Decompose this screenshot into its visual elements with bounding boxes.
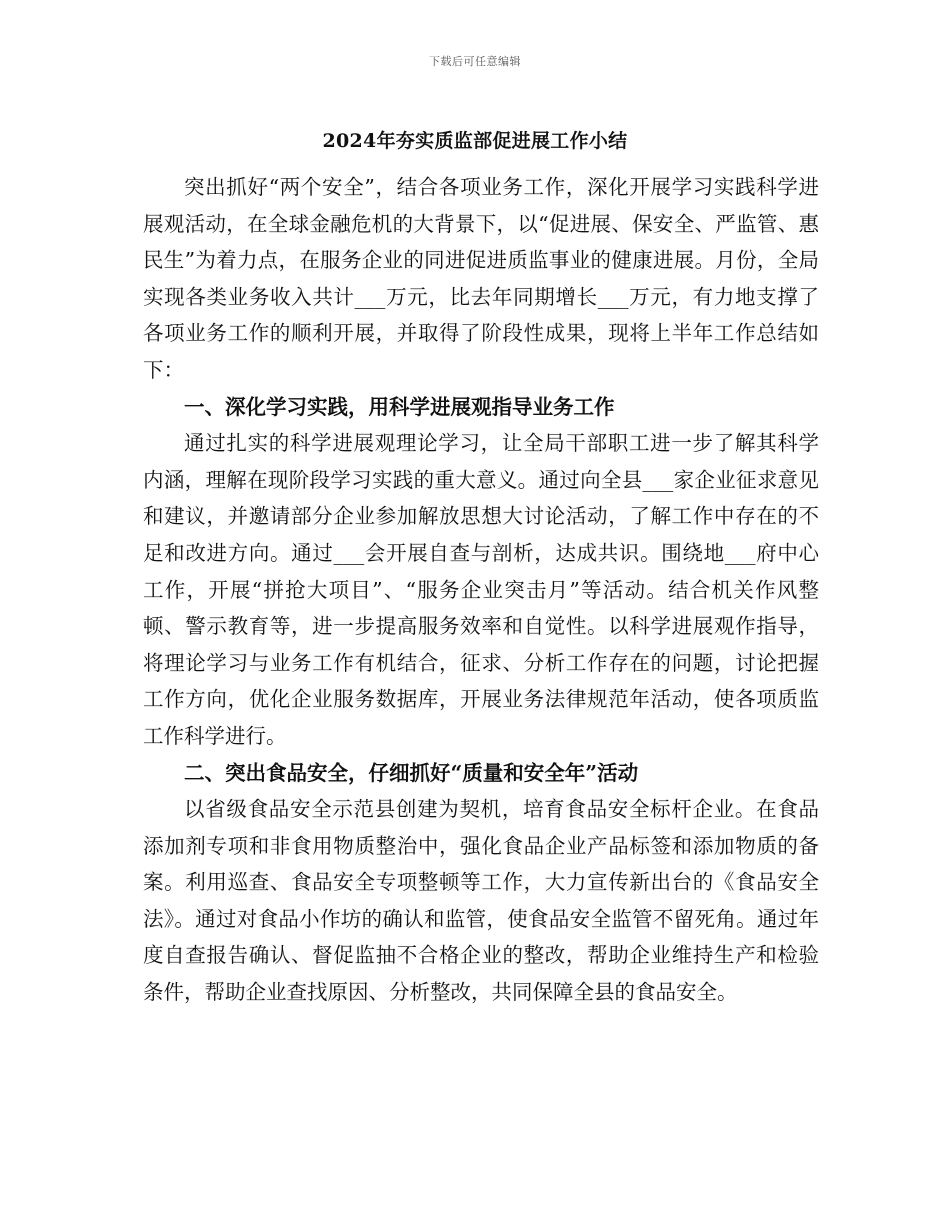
paragraph-intro: 突出抓好“两个安全”，结合各项业务工作，深化开展学习实践科学进展观活动，在全球金融危机的大背景下，以“促进展、保安全、严监管、惠民生”为着力点，在服务企业的同进促进质监事业的健康进展。月份，全局实现各类业务收入共计___万元，比去年同期增长___万元，有力地支撑了各项业务工作的顺利开展，并取得了阶段性成果，现将上半年工作总结如下： (143, 175, 819, 382)
header-note: 下载后可任意编辑 (429, 55, 521, 68)
paragraph-section-2: 以省级食品安全示范县创建为契机，培育食品安全标杆企业。在食品添加剂专项和非食用物质整治中，强化食品企业产品标签和添加物质的备案。利用巡查、食品安全专项整顿等工作，大力宣传新出台的《食品安全法》。通过对食品小作坊的确认和监管，使食品安全监管不留死角。通过年度自查报告确认、督促监抽不合格企业的整改，帮助企业维持生产和检验条件，帮助企业查找原因、分析整改，共同保障全县的食品安全。 (143, 797, 819, 1005)
document-body (143, 169, 819, 1011)
document-title: 2024年夯实质监部促进展工作小结 (322, 130, 628, 152)
section-heading-2: 二、突出食品安全，仔细抓好“质量和安全年”活动 (184, 760, 639, 785)
section-heading-1: 一、深化学习实践，用科学进展观指导业务工作 (184, 394, 615, 419)
paragraph-section-1: 通过扎实的科学进展观理论学习，让全局干部职工进一步了解其科学内涵，理解在现阶段学习实践的重大意义。通过向全县___家企业征求意见和建议，并邀请部分企业参加解放思想大讨论活动，了解工作中存在的不足和改进方向。通过___会开展自查与剖析，达成共识。围绕地___府中心工作，开展“拼抢大项目”、“服务企业突击月”等活动。结合机关作风整顿、警示教育等，进一步提高服务效率和自觉性。以科学进展观作指导，将理论学习与业务工作有机结合，征求、分析工作存在的问题，讨论把握工作方向，优化企业服务数据库，开展业务法律规范年活动，使各项质监工作科学进行。 (143, 431, 819, 748)
